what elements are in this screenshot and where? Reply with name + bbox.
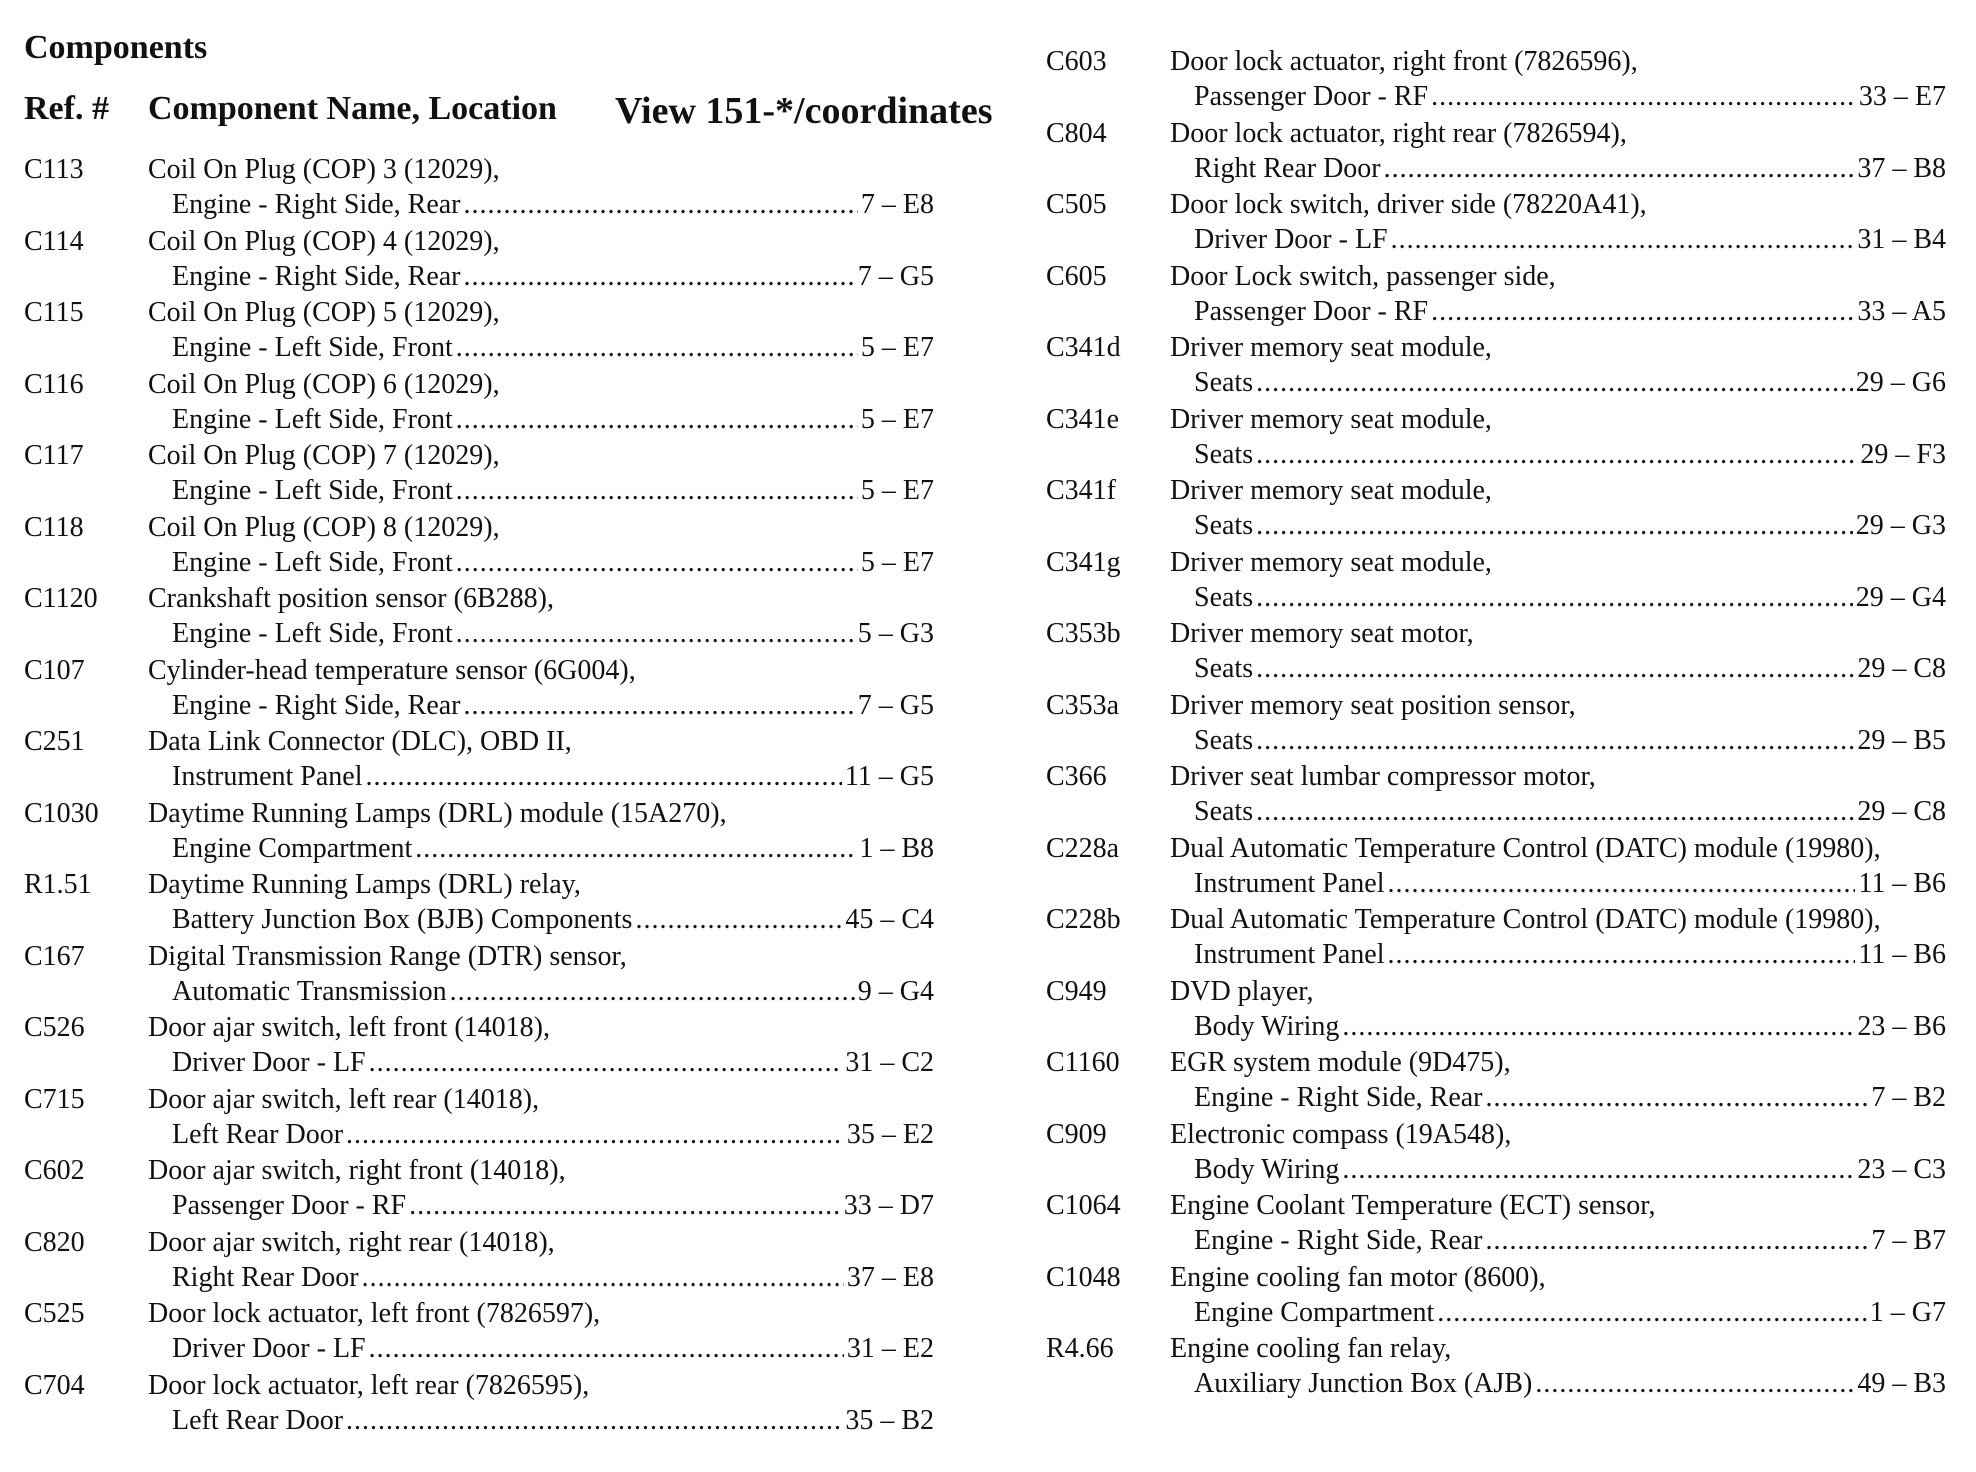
entry-view-coordinate: 29 – B5 bbox=[1857, 724, 1946, 756]
entry-view-coordinate: 23 – B6 bbox=[1857, 1010, 1946, 1042]
entry-location-line bbox=[172, 759, 934, 795]
entry-location: Engine - Left Side, Front bbox=[172, 475, 453, 506]
component-entry bbox=[1046, 831, 1946, 903]
entry-location: Automatic Transmission bbox=[172, 975, 447, 1007]
entry-view-coordinate: 1 – G7 bbox=[1869, 1296, 1946, 1328]
entry-location: Engine - Left Side, Front bbox=[172, 546, 453, 578]
dot-leader bbox=[464, 259, 855, 295]
entry-ref: C949 bbox=[1046, 975, 1107, 1007]
entry-component-name: EGR system module (9D475), bbox=[1170, 1047, 1511, 1078]
entry-view-coordinate: 11 – B6 bbox=[1858, 939, 1946, 970]
entry-ref: C602 bbox=[24, 1155, 85, 1186]
entry-component-name: Driver memory seat module, bbox=[1170, 332, 1492, 363]
component-entry bbox=[1046, 545, 1946, 617]
entry-location-line bbox=[172, 902, 934, 938]
dot-leader bbox=[1437, 1295, 1866, 1331]
entry-location: Instrument Panel bbox=[172, 761, 363, 792]
component-entry bbox=[1046, 759, 1946, 831]
component-entry bbox=[24, 224, 934, 296]
entry-location: Engine - Left Side, Front bbox=[172, 403, 453, 435]
entry-location-line bbox=[1194, 1152, 1946, 1188]
entry-location: Passenger Door - RF bbox=[172, 1190, 407, 1221]
entry-component-name: Door Lock switch, passenger side, bbox=[1170, 260, 1556, 292]
entry-component-name: Door lock actuator, right rear (7826594), bbox=[1170, 117, 1627, 149]
entry-ref: C167 bbox=[24, 940, 85, 972]
entry-component-name: Data Link Connector (DLC), OBD II, bbox=[148, 726, 572, 757]
entry-component-name: Daytime Running Lamps (DRL) relay, bbox=[148, 869, 581, 900]
entry-view-coordinate: 45 – C4 bbox=[845, 904, 934, 935]
entry-ref: C107 bbox=[24, 654, 85, 686]
entry-location-line bbox=[1194, 508, 1946, 544]
entry-location: Left Rear Door bbox=[172, 1404, 344, 1436]
component-entry bbox=[1046, 1331, 1946, 1403]
entry-ref: C228b bbox=[1046, 904, 1121, 935]
component-entry bbox=[1046, 116, 1946, 188]
dot-leader bbox=[1388, 937, 1856, 973]
entry-view-coordinate: 7 – G5 bbox=[857, 689, 934, 721]
component-entry bbox=[1046, 902, 1946, 974]
left-column bbox=[24, 152, 934, 1439]
dot-leader bbox=[415, 831, 856, 867]
entry-location-line bbox=[172, 1331, 934, 1367]
entry-location-line bbox=[172, 1260, 934, 1296]
entry-component-name: Coil On Plug (COP) 3 (12029), bbox=[148, 154, 500, 185]
component-entry bbox=[1046, 616, 1946, 688]
component-entry bbox=[1046, 402, 1946, 474]
entry-location: Driver Door - LF bbox=[172, 1333, 366, 1364]
component-entry bbox=[1046, 330, 1946, 402]
dot-leader bbox=[456, 545, 858, 581]
dot-leader bbox=[366, 759, 842, 795]
entry-component-name: Engine cooling fan relay, bbox=[1170, 1333, 1452, 1364]
entry-location: Body Wiring bbox=[1194, 1153, 1340, 1185]
entry-location-line bbox=[172, 831, 934, 867]
dot-leader bbox=[1384, 151, 1855, 187]
entry-component-name: Door ajar switch, left front (14018), bbox=[148, 1012, 550, 1043]
entry-view-coordinate: 29 – G4 bbox=[1855, 581, 1946, 613]
entry-location-line bbox=[172, 1117, 934, 1153]
component-entry bbox=[24, 1153, 934, 1225]
entry-view-coordinate: 35 – B2 bbox=[845, 1404, 934, 1436]
entry-ref: C114 bbox=[24, 225, 84, 257]
entry-component-name: Cylinder-head temperature sensor (6G004), bbox=[148, 654, 636, 686]
entry-location: Instrument Panel bbox=[1194, 867, 1385, 899]
entry-view-coordinate: 29 – F3 bbox=[1860, 438, 1946, 470]
entry-component-name: Engine Coolant Temperature (ECT) sensor, bbox=[1170, 1190, 1656, 1221]
entry-view-coordinate: 7 – B7 bbox=[1871, 1225, 1946, 1256]
entry-component-name: Driver memory seat module, bbox=[1170, 475, 1492, 506]
entry-location: Body Wiring bbox=[1194, 1010, 1340, 1042]
entry-location: Auxiliary Junction Box (AJB) bbox=[1194, 1368, 1533, 1399]
dot-leader bbox=[456, 330, 858, 366]
entry-ref: C116 bbox=[24, 368, 84, 400]
entry-view-coordinate: 29 – C8 bbox=[1857, 796, 1946, 827]
dot-leader bbox=[464, 187, 858, 223]
entry-location: Driver Door - LF bbox=[1194, 224, 1388, 255]
component-entry bbox=[1046, 1117, 1946, 1189]
dot-leader bbox=[369, 1045, 843, 1081]
entry-location: Seats bbox=[1194, 653, 1254, 684]
component-entry bbox=[1046, 1260, 1946, 1332]
entry-location: Right Rear Door bbox=[1194, 152, 1381, 184]
entry-view-coordinate: 5 – E7 bbox=[860, 332, 934, 363]
header-ref: Ref. # bbox=[24, 90, 109, 127]
entry-component-name: Coil On Plug (COP) 6 (12029), bbox=[148, 368, 500, 400]
entry-location-line bbox=[1194, 1223, 1946, 1259]
dot-leader bbox=[1256, 437, 1857, 473]
entry-ref: C505 bbox=[1046, 189, 1107, 220]
entry-component-name: Dual Automatic Temperature Control (DATC) module (19980), bbox=[1170, 904, 1881, 935]
entry-view-coordinate: 9 – G4 bbox=[857, 975, 934, 1007]
entry-ref: C117 bbox=[24, 440, 84, 471]
entry-component-name: Coil On Plug (COP) 7 (12029), bbox=[148, 440, 500, 471]
entry-location: Driver Door - LF bbox=[172, 1047, 366, 1078]
entry-location: Passenger Door - RF bbox=[1194, 295, 1429, 327]
entry-view-coordinate: 49 – B3 bbox=[1857, 1368, 1946, 1399]
entry-location-line bbox=[1194, 222, 1946, 258]
entry-location: Passenger Door - RF bbox=[1194, 81, 1429, 112]
entry-ref: C353b bbox=[1046, 618, 1121, 649]
dot-leader bbox=[456, 473, 858, 509]
component-entry bbox=[24, 510, 934, 582]
dot-leader bbox=[1256, 794, 1854, 830]
entry-view-coordinate: 33 – E7 bbox=[1858, 81, 1946, 112]
entry-location: Engine - Right Side, Rear bbox=[172, 260, 461, 292]
entry-view-coordinate: 23 – C3 bbox=[1857, 1153, 1946, 1185]
entry-component-name: Engine cooling fan motor (8600), bbox=[1170, 1261, 1546, 1293]
entry-location-line bbox=[172, 1403, 934, 1439]
header-component-name: Component Name, Location bbox=[148, 90, 557, 127]
entry-view-coordinate: 29 – G3 bbox=[1855, 510, 1946, 541]
dot-leader bbox=[450, 974, 855, 1010]
entry-location-line bbox=[1194, 723, 1946, 759]
entry-component-name: Door lock actuator, left rear (7826595), bbox=[148, 1369, 590, 1401]
entry-ref: C1160 bbox=[1046, 1047, 1120, 1078]
entry-location: Seats bbox=[1194, 581, 1254, 613]
entry-component-name: Driver memory seat position sensor, bbox=[1170, 689, 1576, 721]
component-entry bbox=[24, 867, 934, 939]
entry-ref: C704 bbox=[24, 1369, 85, 1401]
entry-location: Engine Compartment bbox=[1194, 1296, 1435, 1328]
entry-component-name: Driver memory seat module, bbox=[1170, 546, 1492, 578]
dot-leader bbox=[464, 688, 855, 724]
dot-leader bbox=[1486, 1080, 1869, 1116]
entry-location-line bbox=[172, 259, 934, 295]
dot-leader bbox=[1342, 1152, 1854, 1188]
entry-ref: C341f bbox=[1046, 475, 1116, 506]
entry-view-coordinate: 33 – A5 bbox=[1857, 295, 1946, 327]
dot-leader bbox=[456, 402, 858, 438]
entry-location-line bbox=[1194, 79, 1946, 115]
entry-component-name: Door ajar switch, left rear (14018), bbox=[148, 1083, 540, 1115]
entry-view-coordinate: 5 – E7 bbox=[860, 403, 934, 435]
dot-leader bbox=[1535, 1366, 1854, 1402]
dot-leader bbox=[1388, 866, 1856, 902]
entry-location-line bbox=[1194, 294, 1946, 330]
component-entry bbox=[24, 1225, 934, 1297]
entry-location: Engine Compartment bbox=[172, 832, 413, 864]
entry-component-name: Door lock switch, driver side (78220A41), bbox=[1170, 189, 1647, 220]
entry-view-coordinate: 33 – D7 bbox=[843, 1190, 934, 1221]
entry-ref: C1048 bbox=[1046, 1261, 1121, 1293]
entry-location-line bbox=[1194, 1366, 1946, 1402]
dot-leader bbox=[1486, 1223, 1869, 1259]
entry-location: Engine - Left Side, Front bbox=[172, 332, 453, 363]
entry-component-name: Coil On Plug (COP) 5 (12029), bbox=[148, 297, 500, 328]
entry-location: Engine - Right Side, Rear bbox=[172, 189, 461, 220]
entry-ref: C1064 bbox=[1046, 1190, 1121, 1221]
dot-leader bbox=[1256, 365, 1853, 401]
entry-view-coordinate: 11 – B6 bbox=[1858, 867, 1946, 899]
component-entry bbox=[1046, 44, 1946, 116]
entry-view-coordinate: 7 – G5 bbox=[857, 260, 934, 292]
dot-leader bbox=[1256, 508, 1853, 544]
component-entry bbox=[1046, 473, 1946, 545]
entry-ref: C366 bbox=[1046, 761, 1107, 792]
entry-ref: C341d bbox=[1046, 332, 1121, 363]
right-column bbox=[1046, 44, 1946, 1403]
entry-view-coordinate: 5 – G3 bbox=[857, 618, 934, 649]
dot-leader bbox=[1431, 79, 1856, 115]
entry-ref: C228a bbox=[1046, 832, 1120, 864]
entry-location-line bbox=[1194, 580, 1946, 616]
entry-ref: C341e bbox=[1046, 403, 1120, 435]
entry-location-line bbox=[172, 473, 934, 509]
page-title: Components bbox=[24, 29, 208, 66]
component-entry bbox=[24, 724, 934, 796]
dot-leader bbox=[1391, 222, 1855, 258]
entry-location: Seats bbox=[1194, 796, 1254, 827]
entry-view-coordinate: 31 – E2 bbox=[846, 1333, 934, 1364]
entry-ref: R4.66 bbox=[1046, 1333, 1114, 1364]
entry-ref: C115 bbox=[24, 297, 84, 328]
entry-view-coordinate: 5 – E7 bbox=[860, 475, 934, 506]
component-entry bbox=[1046, 259, 1946, 331]
entry-component-name: Door ajar switch, right front (14018), bbox=[148, 1155, 566, 1186]
entry-ref: C715 bbox=[24, 1083, 85, 1115]
entry-location-line bbox=[1194, 437, 1946, 473]
entry-ref: C353a bbox=[1046, 689, 1120, 721]
component-entry bbox=[24, 1296, 934, 1368]
entry-location: Engine - Right Side, Rear bbox=[1194, 1082, 1483, 1113]
component-entry bbox=[1046, 974, 1946, 1046]
component-entry bbox=[1046, 688, 1946, 760]
entry-location-line bbox=[172, 187, 934, 223]
entry-location-line bbox=[1194, 651, 1946, 687]
component-entry bbox=[24, 438, 934, 510]
entry-component-name: Door lock actuator, left front (7826597), bbox=[148, 1298, 601, 1329]
entry-location-line bbox=[172, 330, 934, 366]
entry-ref: C1030 bbox=[24, 797, 99, 829]
entry-component-name: Coil On Plug (COP) 4 (12029), bbox=[148, 225, 500, 257]
dot-leader bbox=[1256, 580, 1853, 616]
entry-ref: C909 bbox=[1046, 1118, 1107, 1150]
entry-ref: C804 bbox=[1046, 117, 1107, 149]
entry-ref: C525 bbox=[24, 1298, 85, 1329]
entry-location-line bbox=[172, 402, 934, 438]
component-entry bbox=[24, 1368, 934, 1440]
entry-ref: C251 bbox=[24, 726, 85, 757]
component-entry bbox=[24, 939, 934, 1011]
entry-ref: C605 bbox=[1046, 260, 1107, 292]
component-entry bbox=[24, 367, 934, 439]
entry-location: Seats bbox=[1194, 367, 1254, 398]
entry-component-name: Driver memory seat module, bbox=[1170, 403, 1492, 435]
component-entry bbox=[24, 653, 934, 725]
entry-location-line bbox=[172, 1045, 934, 1081]
dot-leader bbox=[1342, 1009, 1854, 1045]
dot-leader bbox=[346, 1403, 842, 1439]
component-entry bbox=[24, 796, 934, 868]
entry-location-line bbox=[1194, 794, 1946, 830]
component-entry bbox=[1046, 1045, 1946, 1117]
entry-view-coordinate: 29 – C8 bbox=[1857, 653, 1946, 684]
component-entry bbox=[24, 295, 934, 367]
entry-view-coordinate: 31 – C2 bbox=[845, 1047, 934, 1078]
entry-component-name: Electronic compass (19A548), bbox=[1170, 1118, 1512, 1150]
entry-component-name: Door lock actuator, right front (7826596), bbox=[1170, 46, 1638, 77]
entry-location-line bbox=[1194, 937, 1946, 973]
dot-leader bbox=[635, 902, 842, 938]
entry-view-coordinate: 37 – E8 bbox=[846, 1261, 934, 1293]
entry-location-line bbox=[172, 616, 934, 652]
entry-location-line bbox=[172, 1188, 934, 1224]
entry-component-name: DVD player, bbox=[1170, 975, 1314, 1007]
entry-location-line bbox=[1194, 1295, 1946, 1331]
entry-component-name: Crankshaft position sensor (6B288), bbox=[148, 583, 554, 614]
entry-component-name: Door ajar switch, right rear (14018), bbox=[148, 1226, 555, 1258]
dot-leader bbox=[369, 1331, 844, 1367]
entry-component-name: Dual Automatic Temperature Control (DATC) module (19980), bbox=[1170, 832, 1881, 864]
entry-component-name: Driver seat lumbar compressor motor, bbox=[1170, 761, 1596, 792]
dot-leader bbox=[409, 1188, 841, 1224]
entry-location-line bbox=[1194, 151, 1946, 187]
entry-view-coordinate: 35 – E2 bbox=[846, 1118, 934, 1150]
entry-location: Engine - Right Side, Rear bbox=[1194, 1225, 1483, 1256]
dot-leader bbox=[1256, 651, 1854, 687]
entry-ref: C820 bbox=[24, 1226, 85, 1258]
entry-location: Seats bbox=[1194, 724, 1254, 756]
entry-view-coordinate: 7 – E8 bbox=[860, 189, 934, 220]
entry-component-name: Coil On Plug (COP) 8 (12029), bbox=[148, 511, 500, 543]
entry-view-coordinate: 7 – B2 bbox=[1871, 1082, 1946, 1113]
entry-ref: C526 bbox=[24, 1012, 85, 1043]
entry-location-line bbox=[1194, 1080, 1946, 1116]
entry-view-coordinate: 29 – G6 bbox=[1855, 367, 1946, 398]
entry-view-coordinate: 11 – G5 bbox=[844, 761, 934, 792]
header-view-coordinates: View 151-*/coordinates bbox=[615, 90, 993, 132]
entry-view-coordinate: 1 – B8 bbox=[859, 832, 934, 864]
entry-location-line bbox=[172, 545, 934, 581]
entry-ref: C113 bbox=[24, 154, 84, 185]
entry-location-line bbox=[1194, 866, 1946, 902]
dot-leader bbox=[346, 1117, 844, 1153]
entry-location-line bbox=[1194, 1009, 1946, 1045]
entry-component-name: Digital Transmission Range (DTR) sensor, bbox=[148, 940, 627, 972]
dot-leader bbox=[456, 616, 855, 652]
entry-location-line bbox=[172, 688, 934, 724]
entry-location: Engine - Left Side, Front bbox=[172, 618, 453, 649]
dot-leader bbox=[1431, 294, 1854, 330]
dot-leader bbox=[1256, 723, 1854, 759]
component-entry bbox=[24, 152, 934, 224]
entry-ref: R1.51 bbox=[24, 869, 92, 900]
entry-view-coordinate: 37 – B8 bbox=[1857, 152, 1946, 184]
entry-ref: C341g bbox=[1046, 546, 1121, 578]
dot-leader bbox=[362, 1260, 844, 1296]
entry-location-line bbox=[172, 974, 934, 1010]
entry-location: Seats bbox=[1194, 438, 1254, 470]
entry-view-coordinate: 5 – E7 bbox=[860, 546, 934, 578]
entry-location: Instrument Panel bbox=[1194, 939, 1385, 970]
entry-ref: C603 bbox=[1046, 46, 1107, 77]
component-entry bbox=[24, 1010, 934, 1082]
entry-view-coordinate: 31 – B4 bbox=[1857, 224, 1946, 255]
entry-location: Left Rear Door bbox=[172, 1118, 344, 1150]
entry-location: Seats bbox=[1194, 510, 1254, 541]
entry-location: Battery Junction Box (BJB) Components bbox=[172, 904, 633, 935]
entry-ref: C1120 bbox=[24, 583, 98, 614]
entry-component-name: Daytime Running Lamps (DRL) module (15A270), bbox=[148, 797, 727, 829]
entry-location-line bbox=[1194, 365, 1946, 401]
component-entry bbox=[24, 1082, 934, 1154]
component-entry bbox=[24, 581, 934, 653]
component-entry bbox=[1046, 187, 1946, 259]
component-entry bbox=[1046, 1188, 1946, 1260]
entry-component-name: Driver memory seat motor, bbox=[1170, 618, 1474, 649]
entry-location: Right Rear Door bbox=[172, 1261, 359, 1293]
entry-ref: C118 bbox=[24, 511, 84, 543]
entry-location: Engine - Right Side, Rear bbox=[172, 689, 461, 721]
